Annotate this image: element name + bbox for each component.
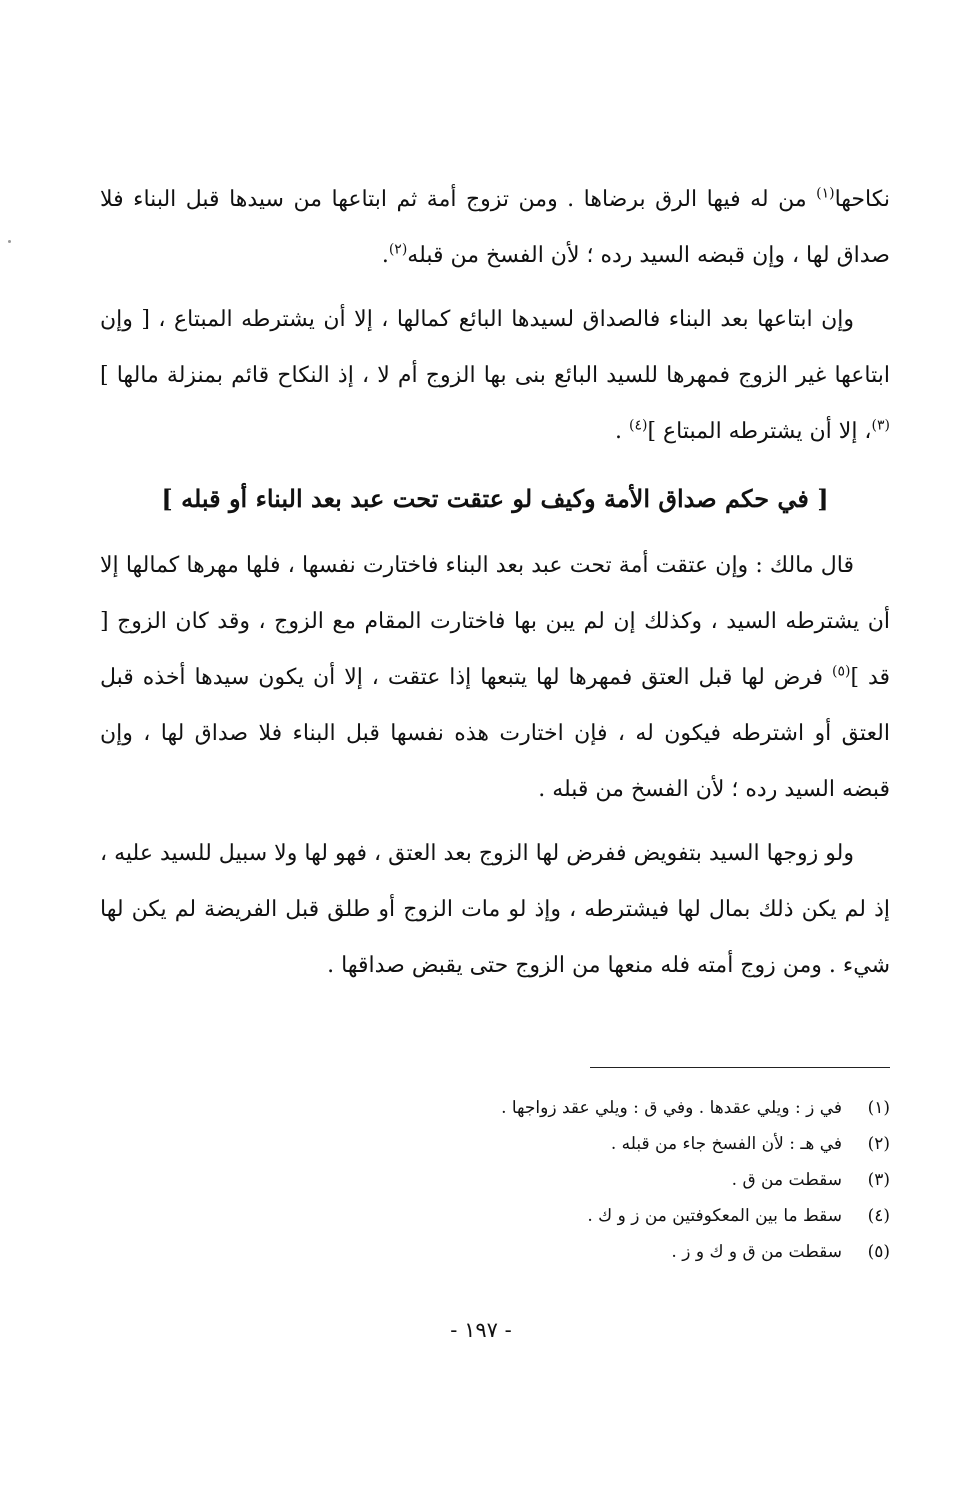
paragraph-1-text-a: نكاحها: [834, 187, 890, 212]
footnote-3: [390, 1162, 890, 1198]
footnote-2: [390, 1126, 890, 1162]
footnote-5: [390, 1234, 890, 1270]
footnotes: [390, 1090, 890, 1270]
paragraph-3-text-b: فرض لها قبل العتق فمهرها لها يتبعها إذا عتقت ، إلا أن يكون سيدها أخذه قبل العتق أو اشترطه فيكون له ، فإن اختارت هذه نفسها قبل البناء فلا صداق لها ، وإن قبضه السيد رده ؛ لأن الفسخ من قبله .: [100, 665, 890, 802]
footnote-number: (٢): [867, 1134, 890, 1154]
paragraph-1-text-b: من له فيها الرق برضاها . ومن تزوج أمة ثم ابتاعها من سيدها قبل البناء فلا صداق لها ، وإن قبضه السيد رده ؛ لأن الفسخ من قبله: [100, 187, 890, 268]
footnote-1: [390, 1090, 890, 1126]
footnote-ref-1: (١): [816, 185, 835, 202]
main-text: [100, 172, 890, 994]
paragraph-2-text-a: وإن ابتاعها بعد البناء فالصداق لسيدها البائع كمالها ، إلا أن يشترطه المبتاع ، [ وإن ابتاعها غير الزوج فمهرها للسيد البائع بنى بها الزوج أم لا ، إذ النكاح قائم بمنزلة مالها ]: [100, 307, 890, 388]
paragraph-2-text-b: ، إلا أن يشترطه المبتاع ]: [647, 419, 872, 444]
footnote-ref-4: (٤): [629, 417, 648, 434]
footnote-number: (١): [867, 1098, 890, 1118]
page-number: - ١٩٧ -: [450, 1318, 512, 1342]
paragraph-3-text-a: قال مالك : وإن عتقت أمة تحت عبد بعد البناء فاختارت نفسها ، فلها مهرها كمالها إلا أن يشترطه السيد ، وكذلك إن لم يبن بها فاختارت المقام مع الزوج ، وقد كان الزوج [ قد ]: [100, 553, 891, 690]
scan-speck: [8, 240, 11, 243]
paragraph-4: ولو زوجها السيد بتفويض ففرض لها الزوج بعد العتق ، فهو لها ولا سبيل للسيد عليه ، إذ لم يكن ذلك بمال لها فيشترطه ، وإذ لو مات الزوج أو طلق قبل الفريضة لم يكن لها شيء . ومن زوج أمته فله منعها من الزوج حتى يقبض صداقها .: [100, 841, 890, 978]
footnote-ref-2: (٢): [388, 241, 408, 258]
footnote-4: [390, 1198, 890, 1234]
footnote-text: في هـ : لأن الفسخ جاء من قبله .: [610, 1134, 842, 1154]
footnote-number: (٤): [867, 1206, 890, 1226]
footnote-text: في ز : ويلي عقدها . وفي ق : ويلي عقد زواجها .: [501, 1098, 842, 1118]
paragraph-3: [100, 538, 890, 818]
footnote-text: سقطت من ق و ك و ز .: [671, 1242, 842, 1262]
paragraph-2: [100, 292, 890, 460]
section-heading: [ في حكم صداق الأمة وكيف لو عتقت تحت عبد بعد البناء أو قبله ]: [161, 484, 829, 513]
paragraph-1: [100, 172, 890, 284]
footnote-text: سقط ما بين المعكوفتين من ز و ك .: [587, 1206, 842, 1226]
paragraph-2-text-c: .: [615, 419, 629, 444]
footnote-ref-3: (٣): [871, 417, 890, 434]
footnote-separator: [590, 1067, 890, 1068]
footnote-number: (٣): [867, 1170, 890, 1190]
footnote-number: (٥): [867, 1242, 890, 1262]
footnote-ref-5: (٥): [831, 663, 851, 680]
paragraph-1-text-c: .: [381, 243, 389, 268]
footnote-text: سقطت من ق .: [731, 1170, 842, 1190]
